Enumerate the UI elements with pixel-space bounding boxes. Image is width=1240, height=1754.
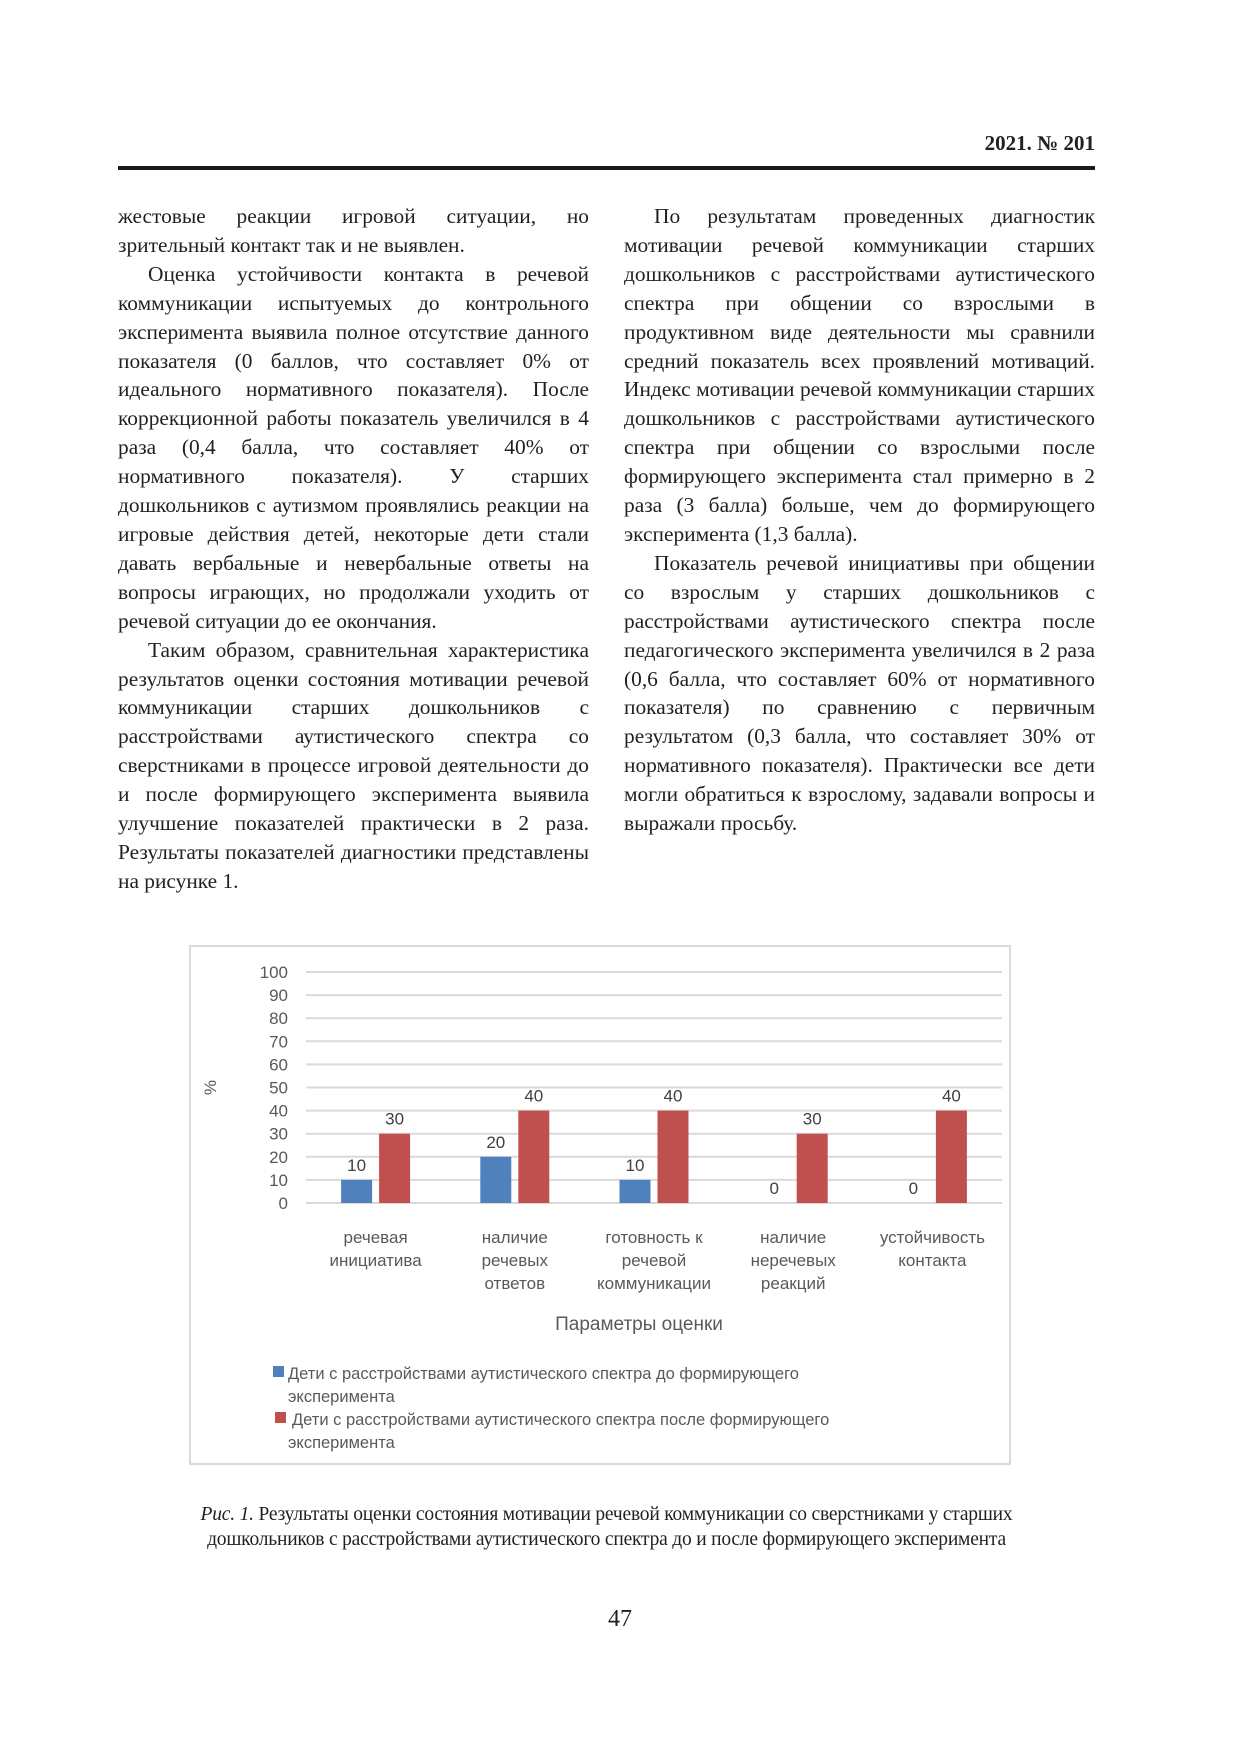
figure-label: Рис. 1. [200,1504,254,1525]
y-tick-label: 100 [259,963,288,982]
paragraph: Таким образом, сравнительная характеристика результатов оценки состояния мотивации речевой коммуникации старших дошкольников с расстройствами аутистического спектра со сверстниками в процессе игровой деятельности до и после формирующего эксперимента выявила улучшение показателей практически в 2 раза. Результаты показателей диагностики представлены на рисунке 1. [118,637,589,893]
chart-canvas [191,947,1013,1467]
data-label: 0 [908,1179,919,1198]
page-number: 47 [608,1606,632,1632]
data-label: 30 [802,1109,822,1129]
y-tick-label: 90 [269,986,288,1006]
y-tick-label: 0 [278,1194,288,1213]
y-tick-label: 20 [269,1147,288,1167]
x-category-label: реакций [760,1274,826,1293]
y-tick-label: 40 [269,1101,288,1121]
paragraph: жестовые реакции игровой ситуации, но зрительный контакт так и не выявлен. [118,204,589,257]
bar [936,1111,967,1203]
y-tick-label: 50 [269,1078,288,1098]
x-category-label: контакта [898,1251,967,1270]
legend-swatch [275,1412,286,1423]
bar [379,1134,410,1203]
y-tick-label: 70 [269,1032,288,1052]
bar-chart [189,945,1011,1465]
data-label: 40 [941,1086,961,1106]
legend-label: эксперимента [288,1388,395,1406]
figure-caption [118,1502,1095,1552]
y-tick-label: 30 [269,1124,288,1144]
x-category-label: инициатива [329,1251,422,1270]
paragraph: Оценка устойчивости контакта в речевой коммуникации испытуемых до контрольного эксперимента выявила полное отсутствие данного показателя (0 баллов, что составляет 0% от идеального нормативного показателя). После коррекционной работы показатель увеличился в 4 раза (0,4 балла, что составляет 40% от нормативного показателя). У старших дошкольников с аутизмом проявлялись реакции на игровые действия детей, некоторые дети стали давать вербальные и невербальные ответы на вопросы играющих, но продолжали уходить от речевой ситуации до ее окончания. [118,261,589,633]
paragraph: Показатель речевой инициативы при общении со взрослым у старших дошкольников с расстройствами аутистического спектра после педагогического эксперимента увеличился в 2 раза (0,6 балла, что составляет 60% от нормативного показателя) по сравнению с первичным результатом (0,3 балла, что составляет 30% от нормативного показателя). Практически все дети могли обратиться к взрослому, задавали вопросы и выражали просьбу. [624,550,1095,836]
journal-issue-number: 2021. № 201 [984,131,1095,155]
data-label: 20 [486,1132,506,1152]
x-category-label: коммуникации [596,1274,712,1293]
x-category-label: речевой [621,1251,687,1270]
x-category-label: неречевых [750,1251,836,1270]
x-category-label: наличие [481,1228,548,1247]
y-tick-label: 80 [269,1009,288,1029]
caption-text-line1: Результаты оценки состояния мотивации речевой коммуникации со сверстниками у старших [253,1504,1013,1525]
data-label: 40 [663,1086,683,1106]
x-category-label: речевая [343,1228,408,1247]
bar [518,1111,549,1203]
caption-text-line2: дошкольников с расстройствами аутистического спектра до и после формирующего эксперимента [207,1529,1006,1550]
y-axis-label: % [201,1079,220,1096]
left-text-column [118,202,589,896]
data-label: 30 [385,1109,405,1129]
data-label: 0 [769,1179,779,1198]
x-category-label: наличие [760,1228,827,1247]
right-text-column [624,202,1095,838]
legend-swatch [273,1366,284,1377]
x-category-label: речевых [481,1251,549,1270]
bar [341,1180,372,1203]
x-category-label: ответов [484,1274,546,1293]
bar [480,1157,511,1203]
bar [620,1180,651,1203]
x-category-label: готовность к [605,1228,703,1247]
legend-label: эксперимента [288,1434,395,1452]
paragraph: По результатам проведенных диагностик мотивации речевой коммуникации старших дошкольников с расстройствами аутистического спектра при общении со взрослыми в продуктивном виде деятельности мы сравнили средний показатель всех проявлений мотиваций. Индекс мотивации речевой коммуникации старших дошкольников с расстройствами аутистического спектра при общении со взрослыми после формирующего эксперимента стал примерно в 2 раза (3 балла) больше, чем до формирующего эксперимента (1,3 балла). [624,204,1095,546]
y-tick-label: 60 [269,1055,288,1075]
bar [658,1111,689,1203]
data-label: 40 [524,1086,544,1106]
y-tick-label: 10 [269,1170,288,1190]
data-label: 10 [625,1155,645,1175]
legend-label: Дети с расстройствами аутистического спектра после формирующего [292,1411,830,1429]
bar [797,1134,828,1203]
x-axis-label: Параметры оценки [555,1314,723,1335]
header-divider [118,166,1095,170]
data-label: 10 [347,1155,367,1175]
legend-label: Дети с расстройствами аутистического спектра до формирующего [288,1365,799,1383]
x-category-label: устойчивость [879,1228,985,1247]
